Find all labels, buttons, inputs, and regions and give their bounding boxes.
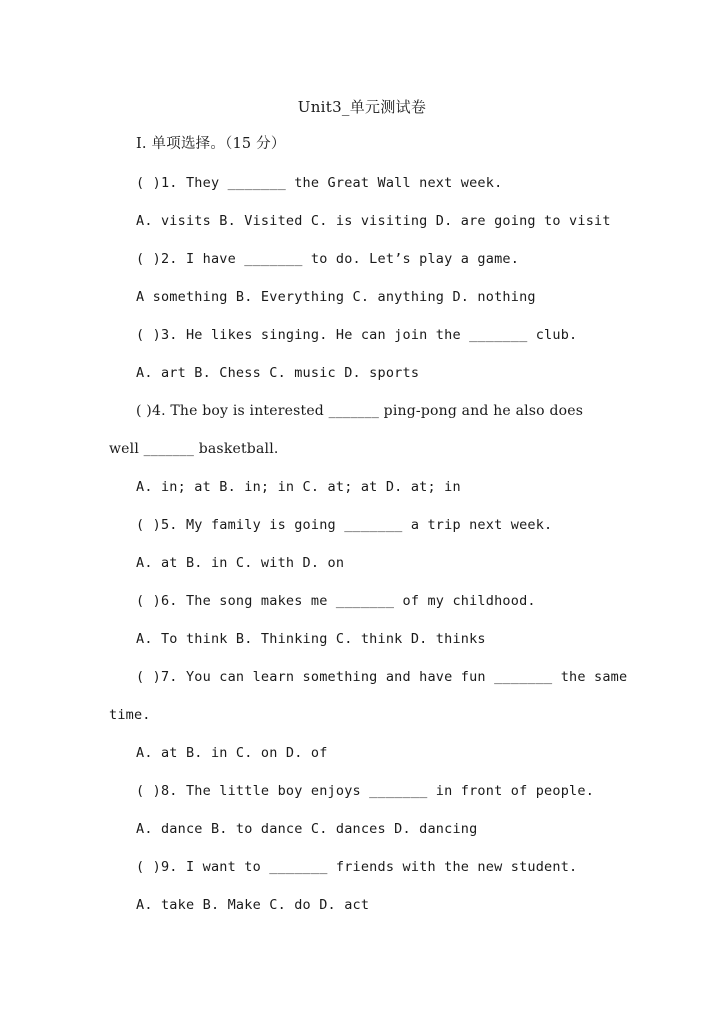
options-7: A. at B. in C. on D. of bbox=[136, 745, 328, 761]
question-7: ( )7. You can learn something and have fun _______ the same bbox=[136, 669, 628, 685]
options-4: A. in; at B. in; in C. at; at D. at; in bbox=[136, 479, 461, 495]
question-8: ( )8. The little boy enjoys _______ in front of people. bbox=[136, 783, 595, 799]
options-1: A. visits B. Visited C. is visiting D. are going to visit bbox=[136, 213, 611, 229]
question-7-continued: time. bbox=[109, 707, 151, 723]
options-5: A. at B. in C. with D. on bbox=[136, 555, 345, 571]
question-5: ( )5. My family is going _______ a trip next week. bbox=[136, 517, 553, 533]
section-heading: Ⅰ. 单项选择。（15 分） bbox=[136, 136, 286, 152]
question-3: ( )3. He likes singing. He can join the _______ club. bbox=[136, 327, 578, 343]
options-6: A. To think B. Thinking C. think D. thinks bbox=[136, 631, 486, 647]
question-4: ( )4. The boy is interested _______ ping-pong and he also does bbox=[136, 403, 584, 419]
question-2: ( )2. I have _______ to do. Let’s play a game. bbox=[136, 251, 520, 267]
question-1: ( )1. They _______ the Great Wall next week. bbox=[136, 175, 503, 191]
document-title: Unit3_单元测试卷 bbox=[297, 98, 427, 116]
options-3: A. art B. Chess C. music D. sports bbox=[136, 365, 420, 381]
question-4-continued: well _______ basketball. bbox=[109, 441, 279, 457]
options-8: A. dance B. to dance C. dances D. dancing bbox=[136, 821, 478, 837]
options-2: A something B. Everything C. anything D. nothing bbox=[136, 289, 536, 305]
question-6: ( )6. The song makes me _______ of my childhood. bbox=[136, 593, 536, 609]
options-9: A. take B. Make C. do D. act bbox=[136, 897, 370, 913]
question-9: ( )9. I want to _______ friends with the new student. bbox=[136, 859, 578, 875]
